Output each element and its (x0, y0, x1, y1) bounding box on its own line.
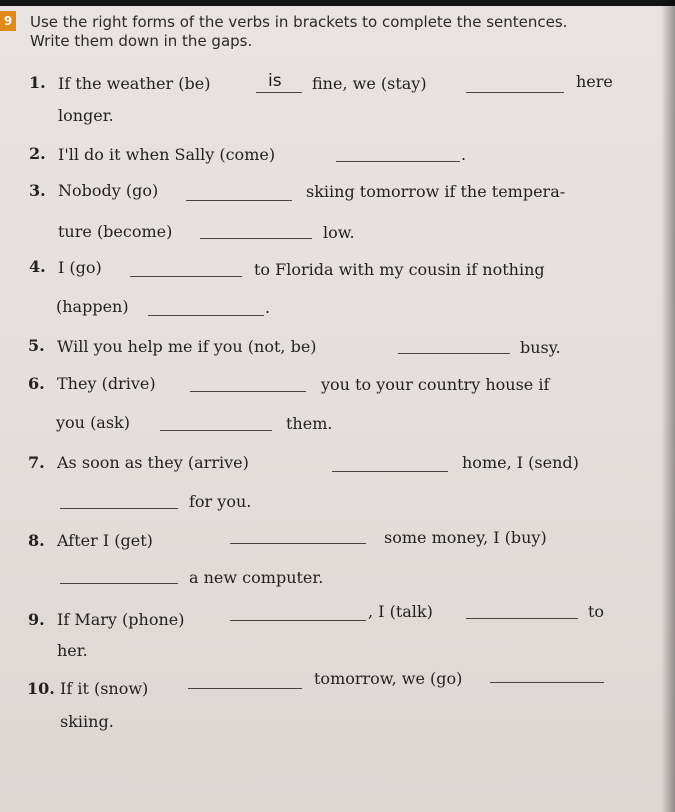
item-number: 5. (28, 336, 45, 355)
item-number: 9. (28, 610, 45, 629)
sentence-text: , I (talk) (368, 602, 433, 621)
item-number: 8. (28, 531, 45, 550)
sentence-text: her. (57, 641, 88, 660)
page-edge-shadow (0, 0, 675, 6)
sentence-text: skiing tomorrow if the tempera- (306, 182, 566, 201)
sentence-text: After I (get) (57, 531, 153, 550)
answer-gap[interactable] (256, 92, 302, 93)
sentence-text: to (588, 602, 605, 621)
item-number: 4. (29, 257, 46, 276)
answer-gap[interactable] (336, 161, 460, 162)
answer-gap[interactable] (398, 353, 510, 354)
sentence-text: . (265, 298, 271, 317)
sentence-text: As soon as they (arrive) (57, 453, 249, 472)
sentence-text: fine, we (stay) (312, 74, 427, 93)
sentence-text: you (ask) (56, 413, 130, 432)
instructions-line-1: Use the right forms of the verbs in brackets to complete the sentences. (30, 13, 568, 31)
answer-gap[interactable] (230, 543, 366, 544)
sentence-text: If it (snow) (60, 679, 149, 698)
sentence-text: longer. (58, 106, 114, 125)
sentence-text: Nobody (go) (58, 181, 159, 200)
sentence-text: tomorrow, we (go) (314, 669, 463, 688)
answer-gap[interactable] (466, 618, 578, 619)
exercise-instructions (30, 13, 630, 51)
answer-gap[interactable] (130, 276, 242, 277)
sentence-text: home, I (send) (462, 453, 579, 472)
sentence-text: some money, I (buy) (384, 528, 547, 547)
sentence-text: They (drive) (57, 374, 156, 393)
sentence-text: (happen) (56, 297, 129, 316)
sentence-text: to Florida with my cousin if nothing (254, 260, 545, 279)
page-side-shadow (661, 0, 675, 812)
answer-gap[interactable] (466, 92, 564, 93)
sentence-text: busy. (520, 338, 561, 357)
item-number: 6. (28, 374, 45, 393)
sentence-text: skiing. (60, 712, 114, 731)
sentence-text: I'll do it when Sally (come) (58, 145, 276, 164)
answer-gap[interactable] (60, 583, 178, 584)
answer-gap[interactable] (160, 430, 272, 431)
answer-gap[interactable] (188, 688, 302, 689)
sentence-text: ture (become) (58, 222, 173, 241)
exercise-number-badge: 9 (0, 11, 16, 31)
handwritten-answer: is (268, 71, 282, 91)
answer-gap[interactable] (60, 508, 178, 509)
item-number: 3. (29, 181, 46, 200)
sentence-text: for you. (189, 492, 252, 511)
sentence-text: If Mary (phone) (57, 610, 185, 629)
answer-gap[interactable] (200, 238, 312, 239)
sentence-text: Will you help me if you (not, be) (57, 337, 317, 356)
answer-gap[interactable] (490, 682, 604, 683)
sentence-text: If the weather (be) (58, 74, 211, 93)
answer-gap[interactable] (230, 620, 366, 621)
sentence-text: here (576, 72, 613, 91)
item-number: 10. (27, 679, 55, 698)
sentence-text: I (go) (58, 258, 102, 277)
item-number: 2. (29, 144, 46, 163)
item-number: 1. (29, 73, 46, 92)
answer-gap[interactable] (148, 315, 264, 316)
instructions-line-2: Write them down in the gaps. (30, 32, 253, 50)
answer-gap[interactable] (186, 200, 292, 201)
sentence-text: you to your country house if (321, 375, 550, 394)
answer-gap[interactable] (332, 471, 448, 472)
sentence-text: low. (323, 223, 355, 242)
sentence-text: . (461, 145, 467, 164)
item-number: 7. (28, 453, 45, 472)
sentence-text: a new computer. (189, 568, 324, 587)
answer-gap[interactable] (190, 391, 306, 392)
sentence-text: them. (286, 414, 333, 433)
